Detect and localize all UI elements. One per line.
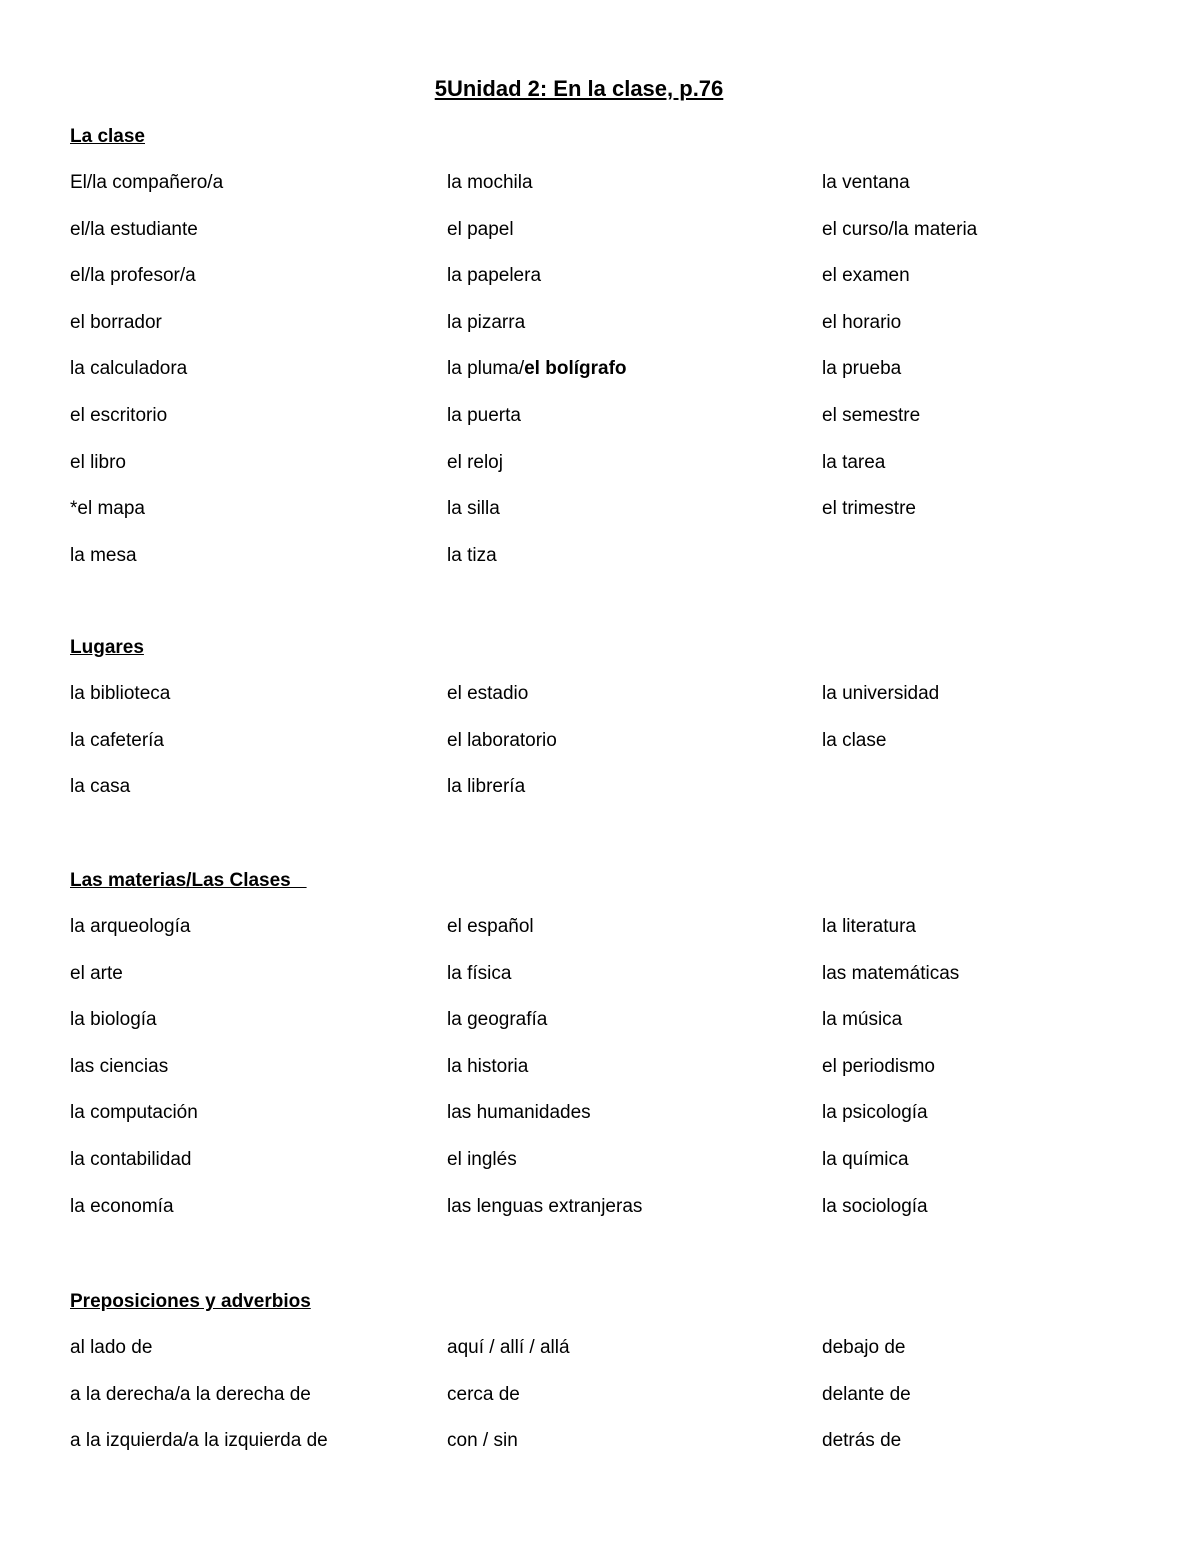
vocab-item: las lenguas extranjeras — [447, 1195, 643, 1217]
vocab-item: el libro — [70, 451, 126, 473]
vocab-item: el escritorio — [70, 404, 168, 426]
vocab-row — [70, 961, 1150, 1008]
vocab-item: el borrador — [70, 311, 162, 333]
section-heading: La clase — [70, 126, 145, 147]
section-heading: Preposiciones y adverbios — [70, 1291, 311, 1312]
vocab-item: la psicología — [822, 1102, 928, 1124]
vocab-row — [70, 450, 1150, 497]
vocab-item: la historia — [447, 1055, 529, 1077]
vocab-item: las matemáticas — [822, 962, 960, 984]
vocab-list — [70, 170, 1150, 589]
vocab-item: la geografía — [447, 1009, 548, 1031]
vocab-item: la tiza — [447, 544, 497, 566]
vocab-item: el periodismo — [822, 1055, 935, 1077]
vocab-row — [70, 217, 1150, 264]
vocab-item-text: la pluma/ — [447, 358, 525, 380]
vocab-item: la ventana — [822, 172, 910, 193]
vocab-item: El/la compañero/a — [70, 172, 224, 193]
vocab-item: la librería — [447, 776, 526, 798]
vocab-row — [70, 1335, 1150, 1382]
vocab-item: el laboratorio — [447, 729, 557, 751]
vocab-item: la literatura — [822, 916, 916, 937]
vocab-item: la física — [447, 962, 512, 984]
vocab-item: aquí / allí / allá — [447, 1337, 570, 1358]
vocab-item: a la izquierda/a la izquierda de — [70, 1430, 328, 1452]
vocab-item: debajo de — [822, 1337, 906, 1358]
vocab-item: la casa — [70, 776, 131, 798]
vocab-row — [70, 681, 1150, 728]
vocab-row — [70, 310, 1150, 357]
vocab-item: la pizarra — [447, 311, 526, 333]
vocab-item — [447, 356, 627, 382]
section-las-materias — [70, 868, 1150, 1240]
vocab-item: la papelera — [447, 265, 542, 287]
vocab-item: la contabilidad — [70, 1148, 192, 1170]
vocab-item: el/la estudiante — [70, 218, 198, 240]
vocab-item: el inglés — [447, 1148, 517, 1170]
vocab-item: delante de — [822, 1383, 911, 1405]
vocab-item: la economía — [70, 1195, 174, 1217]
section-preposiciones — [70, 1289, 1150, 1475]
section-lugares — [70, 635, 1150, 821]
vocab-item: la mesa — [70, 544, 137, 566]
vocab-item: al lado de — [70, 1337, 153, 1358]
vocab-item: la sociología — [822, 1195, 928, 1217]
vocab-item: el papel — [447, 218, 514, 240]
section-heading: Las materias/Las Clases — [70, 870, 307, 891]
vocab-item: la prueba — [822, 358, 902, 380]
vocab-item: la tarea — [822, 451, 886, 473]
vocab-item: el/la profesor/a — [70, 265, 196, 287]
vocab-item: el trimestre — [822, 498, 916, 520]
vocab-row — [70, 1007, 1150, 1054]
vocab-row — [70, 543, 1150, 590]
vocab-item: la computación — [70, 1102, 198, 1124]
section-heading: Lugares — [70, 637, 144, 658]
vocab-item-bold: el bolígrafo — [524, 358, 627, 380]
vocab-item: la música — [822, 1009, 903, 1031]
vocab-item: la química — [822, 1148, 909, 1170]
vocab-item: las humanidades — [447, 1102, 591, 1124]
section-la-clase — [70, 124, 1150, 589]
vocab-item: la silla — [447, 498, 500, 520]
page-title: 5Unidad 2: En la clase, p.76 — [434, 76, 724, 101]
vocab-item: la cafetería — [70, 729, 164, 751]
vocab-item: el reloj — [447, 451, 503, 473]
vocab-item: detrás de — [822, 1430, 902, 1452]
vocab-item: el arte — [70, 962, 123, 984]
vocab-row — [70, 170, 1150, 217]
vocab-list — [70, 914, 1150, 1240]
vocab-row — [70, 1428, 1150, 1475]
vocab-row — [70, 263, 1150, 310]
vocab-item: el estadio — [447, 683, 529, 704]
vocab-item: cerca de — [447, 1383, 520, 1405]
vocab-item: el español — [447, 916, 534, 937]
vocab-item: el curso/la materia — [822, 218, 978, 240]
vocab-item: *el mapa — [70, 498, 145, 520]
vocab-item: el semestre — [822, 404, 921, 426]
vocab-item: la arqueología — [70, 916, 191, 937]
vocab-list — [70, 681, 1150, 821]
vocab-item: el horario — [822, 311, 902, 333]
vocab-item: la mochila — [447, 172, 533, 193]
vocab-row — [70, 403, 1150, 450]
vocab-item: la clase — [822, 729, 887, 751]
vocab-item: las ciencias — [70, 1055, 169, 1077]
vocab-item: la universidad — [822, 683, 940, 704]
vocab-row — [70, 914, 1150, 961]
vocab-list — [70, 1335, 1150, 1475]
vocab-item: la calculadora — [70, 358, 188, 380]
vocab-row — [70, 1054, 1150, 1101]
vocab-item: la biblioteca — [70, 683, 171, 704]
vocab-item: con / sin — [447, 1430, 518, 1452]
vocab-item: el examen — [822, 265, 910, 287]
vocab-row — [70, 1100, 1150, 1147]
vocab-row — [70, 774, 1150, 821]
vocab-row — [70, 728, 1150, 775]
vocab-row — [70, 1382, 1150, 1429]
vocab-item: la puerta — [447, 404, 521, 426]
vocab-item: a la derecha/a la derecha de — [70, 1383, 311, 1405]
vocab-row — [70, 1147, 1150, 1194]
vocab-row — [70, 496, 1150, 543]
vocab-row — [70, 356, 1150, 403]
vocab-item: la biología — [70, 1009, 157, 1031]
vocab-row — [70, 1194, 1150, 1241]
